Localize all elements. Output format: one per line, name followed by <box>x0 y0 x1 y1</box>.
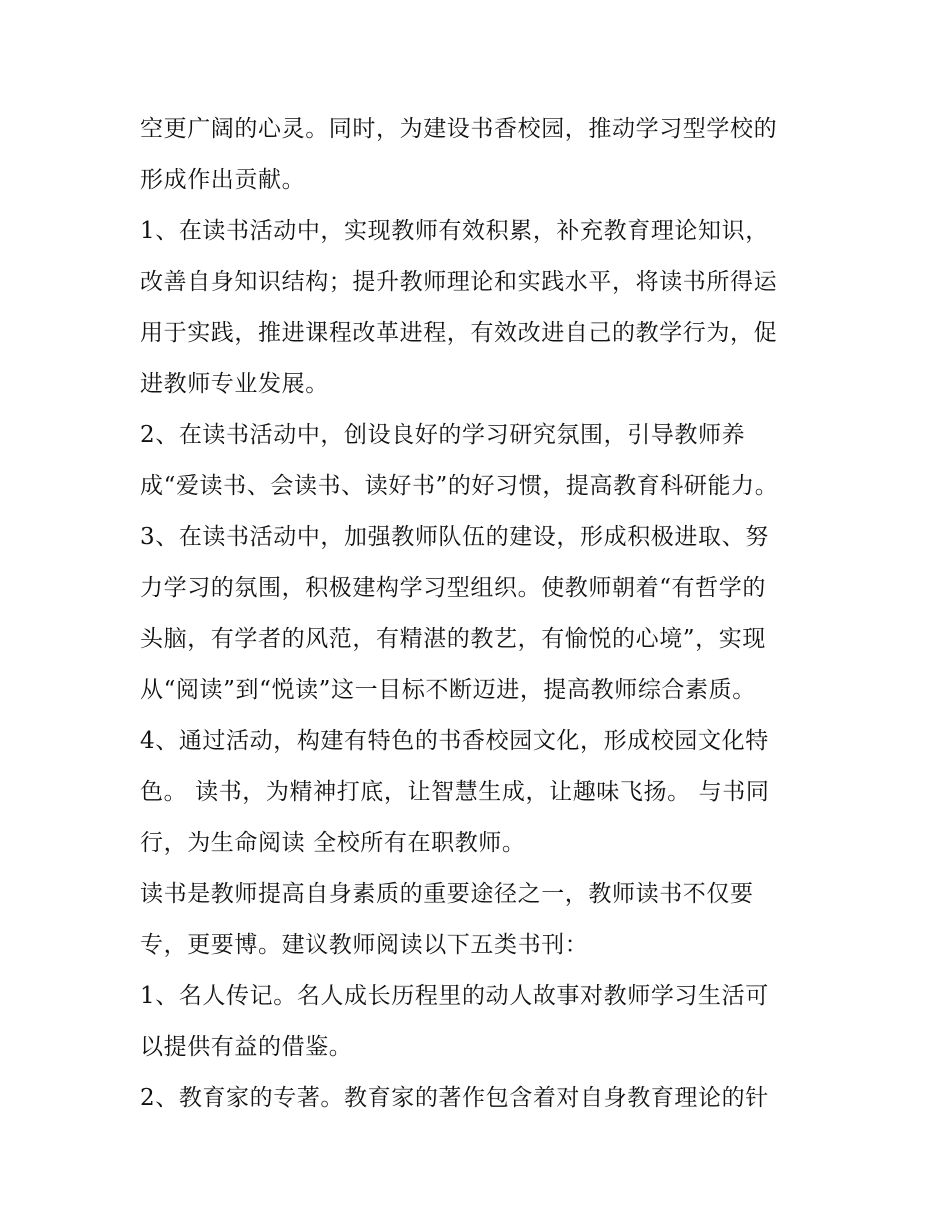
text-line: 1、在读书活动中，实现教师有效积累，补充教育理论知识， <box>140 218 769 244</box>
text-line: 用于实践，推进课程改革进程，有效改进自己的教学行为，促 <box>140 320 778 346</box>
text-line: 进教师专业发展。 <box>140 371 329 397</box>
text-line: 2、在读书活动中，创设良好的学习研究氛围，引导教师养 <box>140 422 746 448</box>
text-line: 4、通过活动，构建有特色的书香校园文化，形成校园文化特 <box>140 728 769 754</box>
text-line: 2、教育家的专著。教育家的著作包含着对自身教育理论的针 <box>140 1085 769 1111</box>
text-line: 头脑，有学者的风范，有精湛的教艺，有愉悦的心境”，实现 <box>140 626 766 652</box>
text-line: 改善自身知识结构；提升教师理论和实践水平，将读书所得运 <box>140 269 778 295</box>
text-line: 以提供有益的借鉴。 <box>140 1034 353 1060</box>
text-line: 成“爱读书、会读书、读好书”的好习惯，提高教育科研能力。 <box>140 473 779 499</box>
text-line: 3、在读书活动中，加强教师队伍的建设，形成积极进取、努 <box>140 524 769 550</box>
text-line: 1、名人传记。名人成长历程里的动人故事对教师学习生活可 <box>140 983 769 1009</box>
text-line: 空更广阔的心灵。同时，为建设书香校园，推动学习型学校的 <box>140 116 778 142</box>
text-line: 专，更要博。建议教师阅读以下五类书刊： <box>140 932 589 958</box>
text-line: 形成作出贡献。 <box>140 167 306 193</box>
text-line: 行，为生命阅读 全校所有在职教师。 <box>140 830 526 856</box>
text-line: 力学习的氛围，积极建构学习型组织。使教师朝着“有哲学的 <box>140 575 766 601</box>
text-line: 从“阅读”到“悦读”这一目标不断迈进，提高教师综合素质。 <box>140 677 756 703</box>
document-body <box>140 104 820 1124</box>
text-line: 色。 读书，为精神打底，让智慧生成，让趣味飞扬。 与书同 <box>140 779 770 805</box>
text-line: 读书是教师提高自身素质的重要途径之一，教师读书不仅要 <box>140 881 754 907</box>
